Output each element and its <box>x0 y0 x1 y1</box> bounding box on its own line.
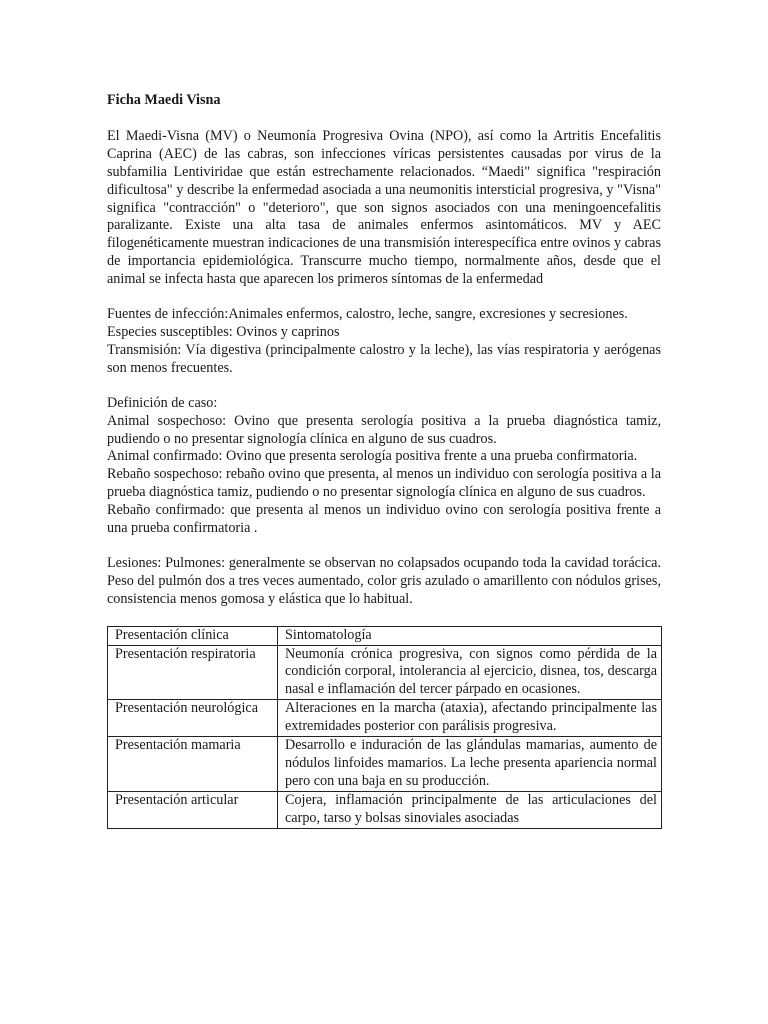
table-row <box>108 700 662 737</box>
case-definition-heading: Definición de caso: <box>107 394 218 411</box>
lesiones-paragraph: Lesiones: Pulmones: generalmente se observan no colapsados ocupando toda la cavidad torácica. Peso del pulmón dos a tres veces aumentado, color gris azulado o amarillento con nódulos grises, consistencia menos gomosa y elástica que lo habitual. <box>107 554 661 607</box>
rebano-confirmado-text: Rebaño confirmado: que presenta al menos un individuo ovino con serología positiva frente a una prueba confirmatoria . <box>107 502 661 537</box>
table-cell-symptoms: Desarrollo e induración de las glándulas mamarias, aumento de nódulos linfoides mamarios. La leche presenta apariencia normal pero con una baja en su producción. <box>278 737 662 792</box>
table-cell-presentation: Presentación respiratoria <box>108 645 278 700</box>
intro-paragraph: El Maedi-Visna (MV) o Neumonía Progresiva Ovina (NPO), así como la Artritis Encefalitis Caprina (AEC) de las cabras, son infecciones víricas persistentes causadas por virus de la subfamilia Lentiviridae que están estrechamente relacionados. “Maedi" significa "respiración dificultosa" y describe la enfermedad asociada a una neumonitis intersticial progresiva, y "Visna" significa "contracción" o "deterioro", que son signos asociados con una meningoencefalitis paralizante. Existe una alta tasa de animales enfermos asintomáticos. MV y AEC filogenéticamente muestran indicaciones de una transmisión interespecífica entre ovinos y cabras de importancia epidemiológica. Transcurre mucho tiempo, normalmente años, desde que el animal se infecta hasta que aparecen los primeros síntomas de la enfermedad <box>107 127 661 288</box>
table-header-presentation: Presentación clínica <box>108 626 278 645</box>
document-title: Ficha Maedi Visna <box>107 92 221 108</box>
table-row <box>108 645 662 700</box>
table-row <box>108 791 662 828</box>
table-header-symptoms: Sintomatología <box>278 626 662 645</box>
especies-line: Especies susceptibles: Ovinos y caprinos <box>107 323 340 340</box>
table-cell-presentation: Presentación articular <box>108 791 278 828</box>
document-page <box>107 92 661 829</box>
case-definition-block <box>107 395 661 538</box>
fuentes-line: Fuentes de infección:Animales enfermos, calostro, leche, sangre, excresiones y secresiones. <box>107 306 628 323</box>
table-header-row <box>108 626 662 645</box>
transmision-line: Transmisión: Vía digestiva (principalmente calostro y la leche), las vías respiratoria y aerógenas son menos frecuentes. <box>107 341 661 376</box>
table-cell-symptoms: Neumonía crónica progresiva, con signos como pérdida de la condición corporal, intolerancia al ejercicio, disnea, tos, descarga nasal e inflamación del tercer párpado en ocasiones. <box>278 645 662 700</box>
table-cell-symptoms: Alteraciones en la marcha (ataxia), afectando principalmente las extremidades posterior con parálisis progresiva. <box>278 700 662 737</box>
table-cell-presentation: Presentación neurológica <box>108 700 278 737</box>
rebano-sospechoso-text: Rebaño sospechoso: rebaño ovino que presenta, al menos un individuo con serología positiva a la prueba diagnóstica tamiz, pudiendo o no presentar signología clínica en alguno de sus cuadros. <box>107 466 661 501</box>
table-cell-symptoms: Cojera, inflamación principalmente de las articulaciones del carpo, tarso y bolsas sinoviales asociadas <box>278 791 662 828</box>
clinical-table <box>107 626 662 829</box>
animal-confirmado-text: Animal confirmado: Ovino que presenta serología positiva frente a una prueba confirmatoria. <box>107 448 638 465</box>
sources-block <box>107 306 661 378</box>
table-row <box>108 737 662 792</box>
animal-sospechoso-text: Animal sospechoso: Ovino que presenta serología positiva a la prueba diagnóstica tamiz, pudiendo o no presentar signología clínica en alguno de sus cuadros. <box>107 412 661 447</box>
table-cell-presentation: Presentación mamaria <box>108 737 278 792</box>
